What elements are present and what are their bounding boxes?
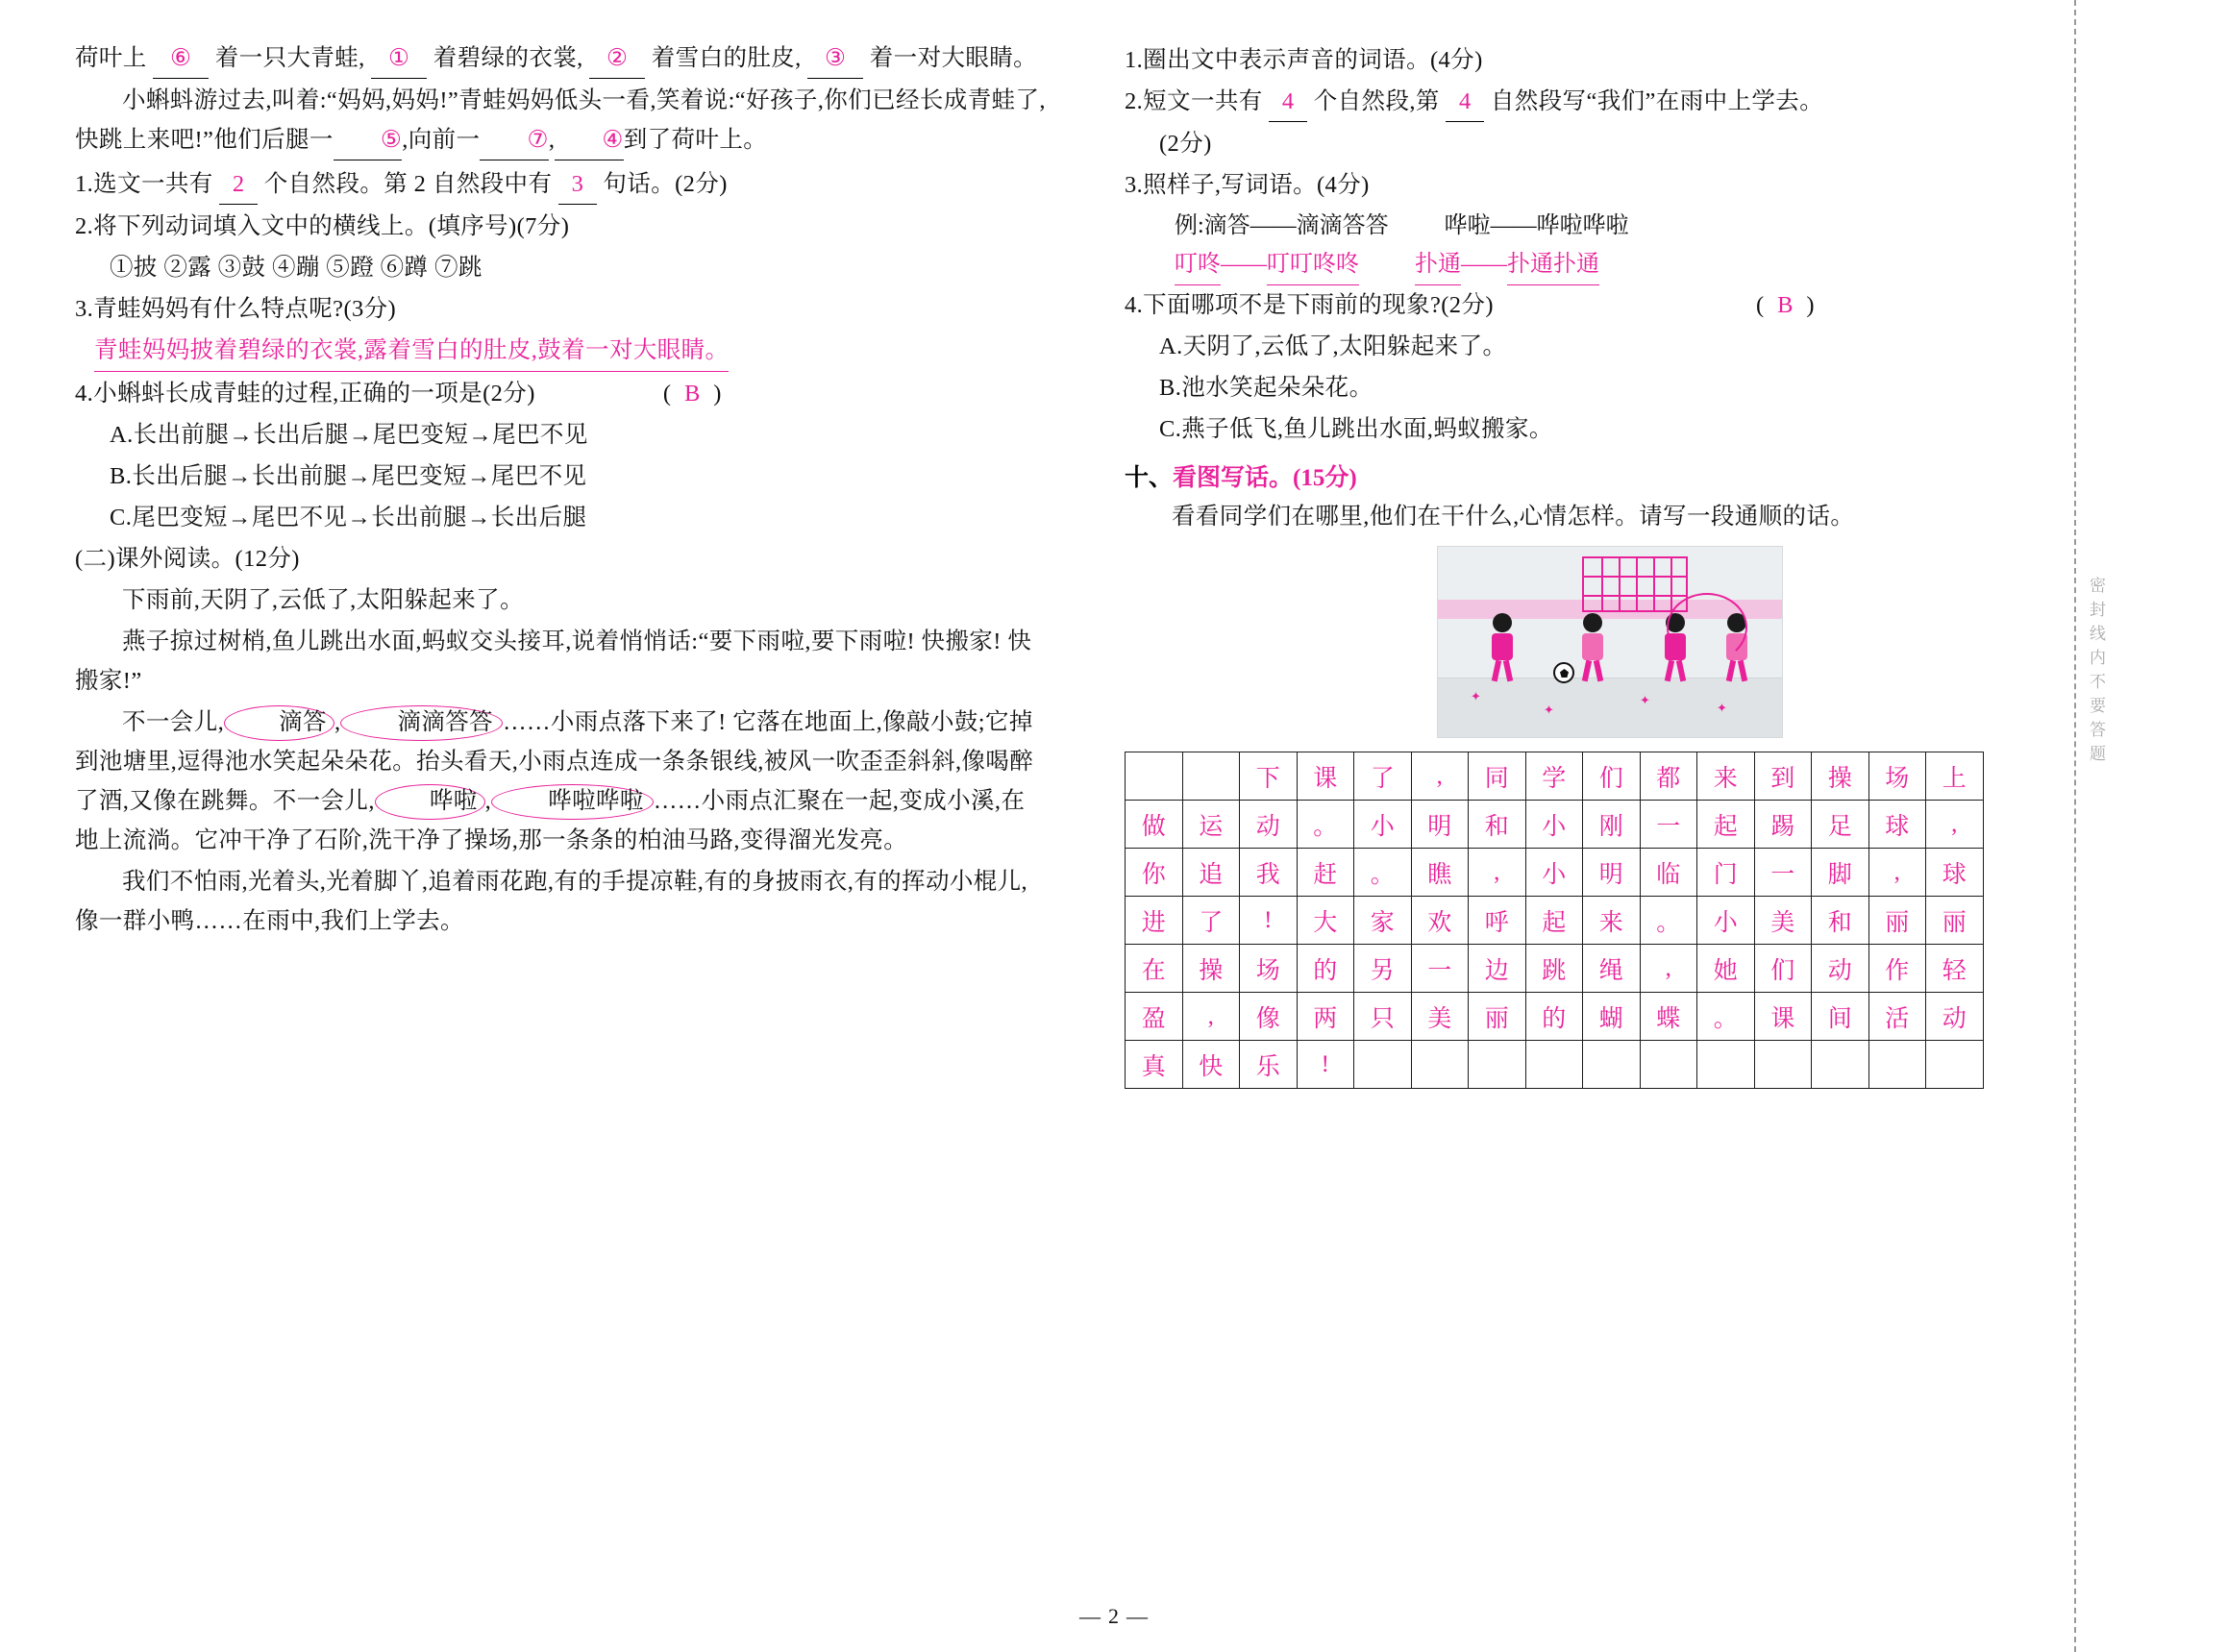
writing-grid-cell[interactable] [1812,1041,1869,1089]
writing-grid-cell[interactable]: 赶 [1297,849,1354,897]
kid-1 [1492,613,1513,681]
writing-grid-cell[interactable]: 像 [1240,993,1298,1041]
passage-text: 着碧绿的衣裳, [433,45,583,71]
writing-grid-cell[interactable]: 小 [1697,897,1755,945]
writing-grid-row [1126,849,1984,897]
r-question-3-answers [1175,245,2095,285]
writing-grid-cell[interactable]: 做 [1126,801,1183,849]
writing-grid-cell[interactable]: 明 [1583,849,1641,897]
question-1 [75,164,1046,205]
r-question-2-score: (2分) [1159,131,1212,157]
passage-text: 小蝌蚪游过去,叫着:“妈妈,妈妈!”青蛙妈妈低头一看,笑着说: [122,87,735,113]
footer-dash-right: — [1126,1604,1148,1628]
writing-grid-cell[interactable]: 蝴 [1583,993,1641,1041]
writing-grid-cell[interactable]: 一 [1411,945,1469,993]
grass-icon: ✦ [1640,693,1650,707]
writing-grid-cell[interactable] [1182,752,1240,801]
writing-grid-cell[interactable]: 和 [1812,897,1869,945]
writing-grid-cell[interactable] [1754,1041,1812,1089]
passage-text: ,向前 [402,127,457,153]
answer-q1-1[interactable]: 2 [219,164,258,205]
question-text: 4.小蝌蚪长成青蛙的过程,正确的一项是(2分) [75,381,535,407]
writing-grid-cell[interactable]: 到 [1754,752,1812,801]
question-4 [75,374,1046,413]
writing-grid-cell[interactable]: 起 [1525,897,1583,945]
writing-grid-cell[interactable]: 踢 [1754,801,1812,849]
passage-text: 着雪白的肚皮, [651,45,802,71]
blank-7[interactable]: ⑦ [480,120,548,160]
writing-grid-cell[interactable] [1926,1041,1984,1089]
writing-grid-cell[interactable]: 大 [1297,897,1354,945]
writing-grid-cell[interactable]: 运 [1182,801,1240,849]
question-text: 句话。(2分) [603,171,728,197]
answer-r-q2-1[interactable]: 4 [1269,82,1307,122]
writing-grid-cell[interactable]: 了 [1182,897,1240,945]
writing-grid-cell[interactable]: 另 [1354,945,1412,993]
question-3: 3.青蛙妈妈有什么特点呢?(3分) [75,296,397,322]
writing-grid-cell[interactable]: 场 [1868,752,1926,801]
footer-dash-left: — [1079,1604,1101,1628]
writing-grid-cell[interactable]: 来 [1697,752,1755,801]
reading-text: 不一会儿, [122,709,225,735]
writing-grid-cell[interactable]: 刚 [1583,801,1641,849]
question-text: 1.选文一共有 [75,171,213,197]
circled-word-huala[interactable]: 哗啦 [375,784,485,820]
writing-grid-cell[interactable]: 临 [1640,849,1697,897]
writing-grid-cell[interactable]: 呼 [1469,897,1526,945]
circled-word-dididada[interactable]: 滴滴答答 [340,705,503,741]
question-text: 个自然段,第 [1313,88,1440,114]
blank-3[interactable]: ③ [807,38,863,79]
writing-grid-cell[interactable]: 盈 [1126,993,1183,1041]
writing-grid-cell[interactable]: 间 [1812,993,1869,1041]
left-column [75,38,1046,943]
writing-grid-cell[interactable]: 欢 [1411,897,1469,945]
writing-grid-row [1126,801,1984,849]
blank-4[interactable]: ④ [555,120,623,160]
writing-grid-cell[interactable]: 活 [1868,993,1926,1041]
writing-grid-cell[interactable] [1354,1041,1412,1089]
writing-grid-cell[interactable]: , [1182,993,1240,1041]
writing-grid-cell[interactable]: , [1640,945,1697,993]
writing-grid-wrap [1125,752,2095,1089]
r-question-4 [1125,285,2095,325]
r-q4-option-a[interactable]: A.天阴了,云低了,太阳躲起来了。 [1159,333,1507,359]
blank-2[interactable]: ② [589,38,645,79]
writing-grid-cell[interactable]: 。 [1354,849,1412,897]
page-number: 2 [1108,1604,1119,1628]
writing-grid-cell[interactable]: 脚 [1812,849,1869,897]
writing-grid-cell[interactable]: 场 [1240,945,1298,993]
writing-grid-cell[interactable]: 球 [1868,801,1926,849]
reading-para-4: 我们不怕雨,光着头,光着脚丫,追着雨花跑,有的手提凉鞋,有的身披雨衣,有的挥动小棍儿,像一群小鸭……在雨中,我们上学去。 [75,869,1028,934]
r-q4-option-c[interactable]: C.燕子低飞,鱼儿跳出水面,蚂蚁搬家。 [1159,416,1553,442]
answer-putong-1[interactable]: 扑通 [1415,245,1461,285]
writing-grid-cell[interactable]: 来 [1583,897,1641,945]
writing-grid-cell[interactable]: 的 [1297,945,1354,993]
writing-grid-cell[interactable]: 。 [1640,897,1697,945]
right-column [1125,40,2095,1089]
writing-grid-cell[interactable]: 门 [1697,849,1755,897]
writing-grid-cell[interactable]: 们 [1583,752,1641,801]
passage-text: 一 [456,127,481,153]
reading-text: ……小雨点汇聚在一起,变成小溪,在地上流淌。它冲干净了石阶,洗干净了操场,那一条条的柏油马路,变得溜光发亮。 [75,788,1026,853]
writing-grid-cell[interactable]: 。 [1697,993,1755,1041]
writing-grid-cell[interactable] [1583,1041,1641,1089]
blank-6[interactable]: ⑥ [153,38,209,79]
writing-grid-row [1126,1041,1984,1089]
writing-grid-cell[interactable] [1640,1041,1697,1089]
circled-word-hualahuala[interactable]: 哗啦哗啦 [491,784,654,820]
writing-grid-cell[interactable]: 动 [1926,993,1984,1041]
question-text: 4.下面哪项不是下雨前的现象?(2分) [1125,292,1494,318]
writing-grid-cell[interactable]: ! [1240,897,1298,945]
passage-text: 着一只大青蛙, [214,45,365,71]
circled-word-didá[interactable]: 滴答 [224,705,334,741]
writing-grid-cell[interactable]: 球 [1926,849,1984,897]
section-two-title: (二)课外阅读。(12分) [75,546,300,572]
section-score: (15分) [1293,465,1357,491]
writing-grid-cell[interactable]: 同 [1469,752,1526,801]
dash-2: —— [1461,252,1507,277]
writing-grid-cell[interactable] [1525,1041,1583,1089]
dash-1: —— [1221,252,1267,277]
question-text: 个自然段。第 2 自然段中有 [263,171,553,197]
passage-line-2 [75,81,1046,160]
question-3-answer-wrap [94,331,1046,372]
r-question-3-examples [1175,207,2095,245]
writing-grid-cell[interactable] [1126,752,1183,801]
answer-q3[interactable]: 青蛙妈妈披着碧绿的衣裳,露着雪白的肚皮,鼓着一对大眼睛。 [94,331,729,372]
r-question-1: 1.圈出文中表示声音的词语。(4分) [1125,47,1483,73]
writing-grid-cell[interactable]: 丽 [1868,897,1926,945]
section-title: 看图写话。 [1173,465,1294,491]
writing-grid-cell[interactable]: 上 [1926,752,1984,801]
writing-grid-cell[interactable]: 下 [1240,752,1298,801]
writing-grid-cell[interactable]: , [1411,752,1469,801]
writing-grid-cell[interactable]: 们 [1754,945,1812,993]
blank-1[interactable]: ① [371,38,427,79]
writing-grid-cell[interactable]: 一 [1754,849,1812,897]
illustration-playground [1437,546,1783,738]
writing-grid-cell[interactable]: 小 [1525,849,1583,897]
question-text: 自然段写“我们”在雨中上学去。 [1490,88,1824,114]
writing-grid-row [1126,752,1984,801]
answer-dingdong-1[interactable]: 叮咚 [1175,245,1221,285]
q4-option-b[interactable]: B.长出后腿→长出前腿→尾巴变短→尾巴不见 [110,463,587,489]
writing-grid-cell[interactable]: 一 [1640,801,1697,849]
writing-grid-cell[interactable]: , [1469,849,1526,897]
writing-grid-cell[interactable]: 课 [1297,752,1354,801]
writing-grid-cell[interactable]: ! [1297,1041,1354,1089]
grass-icon: ✦ [1544,703,1554,717]
r-question-2 [1125,82,2095,122]
soccer-ball-icon [1553,662,1574,683]
writing-grid-cell[interactable]: 乐 [1240,1041,1298,1089]
writing-grid-cell[interactable]: 学 [1525,752,1583,801]
r-question-3: 3.照样子,写词语。(4分) [1125,172,1370,198]
jump-rope-icon [1667,593,1747,662]
writing-grid-cell[interactable]: 进 [1126,897,1183,945]
answer-bracket-q4: ( B ) [663,381,724,407]
writing-grid-cell[interactable]: 快 [1182,1041,1240,1089]
grass-icon: ✦ [1717,701,1727,715]
passage-line-1 [75,38,1046,79]
writing-grid-cell[interactable]: 瞧 [1411,849,1469,897]
passage-text: 着一对大眼睛。 [869,45,1038,71]
writing-grid-cell[interactable]: 绳 [1583,945,1641,993]
writing-grid-cell[interactable]: 操 [1812,752,1869,801]
kid-2 [1582,613,1603,681]
writing-grid-cell[interactable]: 我 [1240,849,1298,897]
writing-grid-cell[interactable]: 真 [1126,1041,1183,1089]
reading-para-2: 燕子掠过树梢,鱼儿跳出水面,蚂蚁交头接耳,说着悄悄话:“要下雨啦,要下雨啦! 快搬家! 快搬家!” [75,629,1032,694]
answer-q4[interactable]: B [683,381,703,407]
answer-q1-2[interactable]: 3 [558,164,597,205]
writing-grid-cell[interactable]: 的 [1525,993,1583,1041]
reading-text: , [484,788,492,814]
writing-grid-cell[interactable]: 丽 [1926,897,1984,945]
writing-grid-cell[interactable]: 操 [1182,945,1240,993]
writing-grid-cell[interactable]: 丽 [1469,993,1526,1041]
answer-r-q2-2[interactable]: 4 [1446,82,1484,122]
reading-para-1: 下雨前,天阴了,云低了,太阳躲起来了。 [122,587,524,613]
answer-putong-2[interactable]: 扑通扑通 [1507,245,1599,285]
writing-grid-cell[interactable]: 动 [1240,801,1298,849]
writing-grid-cell[interactable] [1469,1041,1526,1089]
writing-grid-cell[interactable] [1697,1041,1755,1089]
writing-grid-cell[interactable]: 明 [1411,801,1469,849]
passage-text: , [548,127,556,153]
section-number: 十、 [1125,465,1174,491]
writing-prompt: 看看同学们在哪里,他们在干什么,心情怎样。请写一段通顺的话。 [1172,504,1855,530]
writing-grid-cell[interactable]: 课 [1754,993,1812,1041]
writing-grid-row [1126,897,1984,945]
q4-option-a[interactable]: A.长出前腿→长出后腿→尾巴变短→尾巴不见 [110,422,588,448]
goal-net-icon [1582,556,1688,612]
writing-grid-cell[interactable]: 只 [1354,993,1412,1041]
question-text: 2.短文一共有 [1125,88,1263,114]
reading-text: , [334,709,341,735]
example-1: 例:滴答——滴滴答答 [1175,213,1389,238]
section-ten-heading [1125,458,2095,493]
answer-dingdong-2[interactable]: 叮叮咚咚 [1267,245,1359,285]
writing-grid-cell[interactable]: 追 [1182,849,1240,897]
r-q4-option-b[interactable]: B.池水笑起朵朵花。 [1159,375,1373,401]
writing-grid-cell[interactable]: 在 [1126,945,1183,993]
ground-band [1438,678,1782,737]
writing-grid-cell[interactable]: 足 [1812,801,1869,849]
writing-grid-cell[interactable]: 她 [1697,945,1755,993]
writing-grid-cell[interactable]: 动 [1812,945,1869,993]
writing-grid-cell[interactable]: 美 [1411,993,1469,1041]
writing-grid-cell[interactable]: , [1868,849,1926,897]
grass-icon: ✦ [1471,689,1481,703]
writing-grid-row [1126,993,1984,1041]
writing-grid-cell[interactable]: 了 [1354,752,1412,801]
writing-grid-row [1126,945,1984,993]
question-2: 2.将下列动词填入文中的横线上。(填序号)(7分) [75,213,570,239]
reading-para-3 [75,703,1046,860]
blank-5[interactable]: ⑤ [334,120,402,160]
writing-grid-cell[interactable]: 起 [1697,801,1755,849]
writing-grid-cell[interactable]: 都 [1640,752,1697,801]
writing-grid-cell[interactable]: 小 [1354,801,1412,849]
writing-grid-cell[interactable]: 和 [1469,801,1526,849]
question-2-options: ①披 ②露 ③鼓 ④蹦 ⑤蹬 ⑥蹲 ⑦跳 [110,255,483,281]
seal-line-divider [2074,0,2076,1652]
page-footer [0,1604,2227,1629]
answer-bracket-r-q4: ( B ) [1756,292,1817,318]
writing-grid-cell[interactable]: , [1926,801,1984,849]
writing-grid-cell[interactable] [1411,1041,1469,1089]
writing-grid-cell[interactable]: 跳 [1525,945,1583,993]
answer-r-q4[interactable]: B [1777,292,1795,318]
writing-grid-cell[interactable]: 。 [1297,801,1354,849]
writing-grid-cell[interactable]: 边 [1469,945,1526,993]
passage-text: 到了荷叶上。 [623,127,768,153]
q4-option-c[interactable]: C.尾巴变短→尾巴不见→长出前腿→长出后腿 [110,505,587,530]
writing-grid-cell[interactable]: 家 [1354,897,1412,945]
writing-grid-cell[interactable]: 轻 [1926,945,1984,993]
reading-text: ……小雨点落下来了! 它落在地面上,像敲小鼓;它掉到池塘里,逗得池水笑起朵朵花。抬头看天,小雨点连成一条条银线,被风一吹歪歪斜斜,像喝醉了酒,又像在跳舞。不一会儿, [75,709,1034,814]
writing-grid-cell[interactable] [1868,1041,1926,1089]
writing-grid-cell[interactable]: 你 [1126,849,1183,897]
writing-grid[interactable] [1125,752,1984,1089]
writing-grid-cell[interactable]: 小 [1525,801,1583,849]
writing-grid-cell[interactable]: 两 [1297,993,1354,1041]
writing-grid-cell[interactable]: 美 [1754,897,1812,945]
passage-text: “好孩子,你们已经长成青蛙了,快跳上来吧!”他们后腿一 [75,87,1046,153]
writing-grid-cell[interactable]: 蝶 [1640,993,1697,1041]
writing-grid-cell[interactable]: 作 [1868,945,1926,993]
example-2: 哗啦——哗啦哗啦 [1444,213,1629,238]
passage-text: 荷叶上 [75,45,147,71]
seal-line-text: 密封线内不要答题 [2087,577,2105,769]
